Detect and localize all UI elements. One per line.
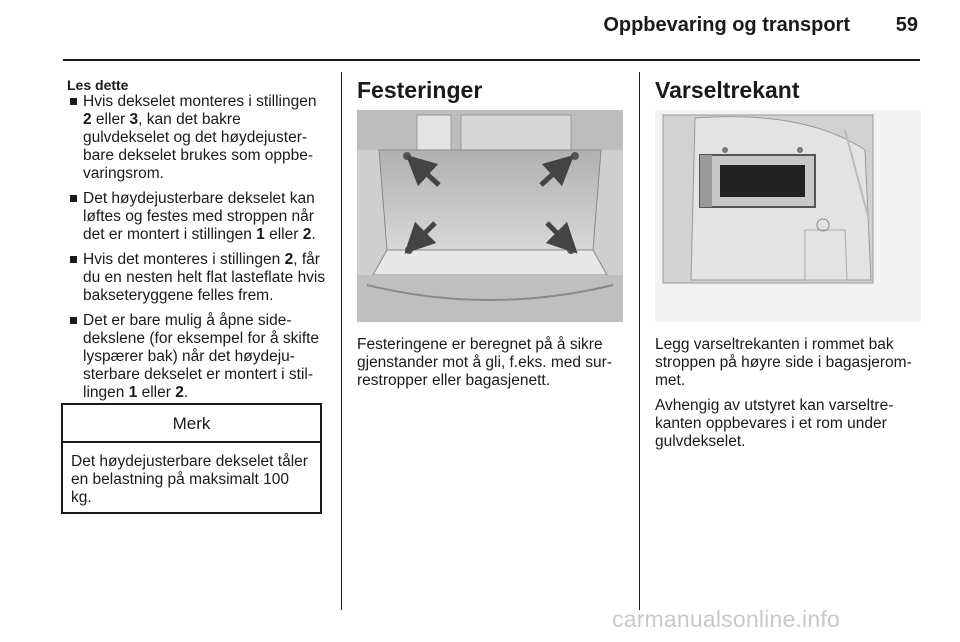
bullet-item: Det høydejusterbare dekselet kan løftes og festes med stroppen når det er montert i stillingen 1 eller 2. <box>67 190 329 244</box>
page-header-title: Oppbevaring og transport <box>603 14 850 36</box>
note-box <box>61 403 322 514</box>
bullet-list <box>67 93 329 402</box>
note-box-title: Merk <box>63 405 320 443</box>
watermark: carmanualsonline.info <box>612 606 840 632</box>
trunk-lashing-eyes-illustration <box>357 110 623 322</box>
page-number: 59 <box>895 14 918 36</box>
note-label: Les dette <box>67 77 129 93</box>
section-heading-festeringer: Festeringer <box>357 77 483 103</box>
varseltrekant-paragraph-2: Avhengig av utstyret kan varseltrekanten oppbevares i et rom under gulvdekselet. <box>655 397 894 450</box>
bullet-item: Det er bare mulig å åpne sidedekslene (for eksempel for å skifte lyspærer bak) når det høydejusterbare dekselet er montert i stillingen 1 eller 2. <box>67 312 329 402</box>
varseltrekant-paragraph-1: Legg varseltrekanten i rommet bak stroppen på høyre side i bagasjerommet. <box>655 336 912 389</box>
note-box-text: Det høydejusterbare dekselet tåler en belastning på maksimalt 100 kg. <box>71 453 308 506</box>
festeringer-caption: Festeringene er beregnet på å sikre gjenstander mot å gli, f.eks. med surrestropper eller bagasjenett. <box>357 336 613 389</box>
header-rule <box>63 59 920 61</box>
column-divider-1 <box>341 72 342 610</box>
column-divider-2 <box>639 72 640 610</box>
section-heading-varseltrekant: Varseltrekant <box>655 77 800 103</box>
warning-triangle-storage-illustration <box>655 110 921 322</box>
left-column <box>67 78 329 409</box>
bullet-item: Hvis det monteres i stillingen 2, får du en nesten helt flat lasteflate hvis bakseteryggene felles frem. <box>67 251 329 305</box>
bullet-item: Hvis dekselet monteres i stillingen 2 eller 3, kan det bakre gulvdekselet og det høydejusterbare dekselet brukes som oppbevaringsrom. <box>67 93 329 183</box>
